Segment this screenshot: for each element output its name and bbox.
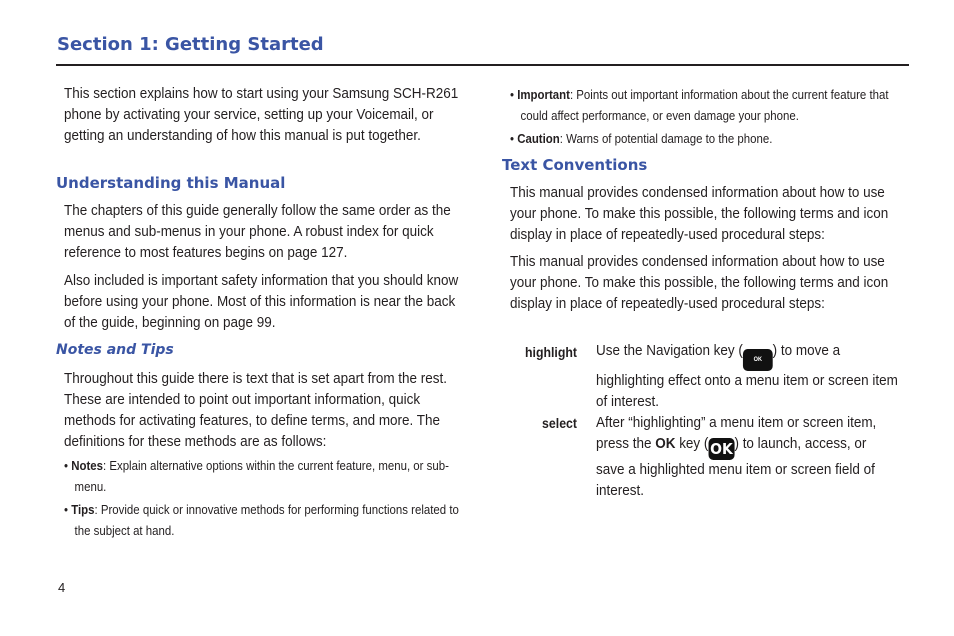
notes-paragraph: Throughout this guide there is text that is set apart from the rest. These are intended to point out important information, quick methods for activating features, to define terms, and more. The definitions for these methods are as follows: [64, 371, 448, 450]
intro-paragraph: This section explains how to start using your Samsung SCH-R261 phone by activating your service, setting up your Voicemail, or getting an understanding of how this manual is put together. [64, 86, 459, 144]
bullet-important: • Important: Points out important information about the current feature that could affect performance, or even damage your phone. [510, 87, 889, 123]
notes-heading: Notes and Tips [56, 342, 174, 358]
understanding-paragraph-2: Also included is important safety information that you should know before using your phone. Most of this information is near the back of the guide, beginning on page 99. [64, 273, 459, 331]
understanding-paragraph-1: The chapters of this guide generally follow the same order as the menus and sub-menus in your phone. A robust index for quick reference to most features begins on page 127. [64, 203, 451, 261]
conventions-paragraph-2: This manual provides condensed information about how to use your phone. To make this possible, the following terms and icon display in place of repeatedly-used procedural steps: [510, 254, 889, 312]
page-number: 4 [58, 580, 66, 595]
bullet-text: : Provide quick or innovative methods for performing functions related to the subject at hand. [74, 502, 459, 538]
ok-label: OK [655, 436, 676, 452]
bullet-label: Tips [71, 502, 95, 517]
conventions-paragraph-1: This manual provides condensed information about how to use your phone. To make this possible, the following terms and icon display in place of repeatedly-used procedural steps: [510, 185, 889, 243]
navigation-key-icon: OK [743, 349, 773, 371]
definition-select [596, 413, 898, 502]
bullet-text: : Explain alternative options within the current feature, menu, or sub-menu. [74, 458, 449, 494]
bullet-notes: • Notes: Explain alternative options within the current feature, menu, or sub-menu. [64, 458, 449, 494]
term-select: select [542, 415, 577, 431]
term-highlight: highlight [524, 344, 577, 360]
definition-text: Use the Navigation key ( [596, 343, 743, 359]
definition-text: key ( [675, 436, 709, 452]
definition-text: After “highlighting” a menu item or screen item, press the [596, 415, 877, 452]
ok-key-icon: OK [710, 440, 733, 458]
bullet-text: : Points out important information about the current feature that could affect performance, or even damage your phone. [520, 87, 889, 123]
definition-text: ) to launch, access, or save a highlighted menu item or screen field of interest. [596, 436, 875, 499]
bullet-label: Caution [517, 131, 560, 146]
conventions-heading: Text Conventions [502, 156, 648, 174]
bullet-tips: • Tips: Provide quick or innovative methods for performing functions related to the subject at hand. [64, 502, 459, 538]
section-title: Section 1: Getting Started [57, 34, 324, 55]
bullet-label: Important [517, 87, 570, 102]
bullet-label: Notes [71, 458, 103, 473]
bullet-text: : Warns of potential damage to the phone. [559, 131, 773, 146]
definition-text: ) to move a highlighting effect onto a menu item or screen item of interest. [596, 343, 898, 410]
definition-highlight [596, 341, 898, 413]
header-rule [56, 64, 909, 66]
understanding-heading: Understanding this Manual [56, 174, 286, 192]
bullet-caution: • Caution: Warns of potential damage to the phone. [510, 131, 773, 146]
